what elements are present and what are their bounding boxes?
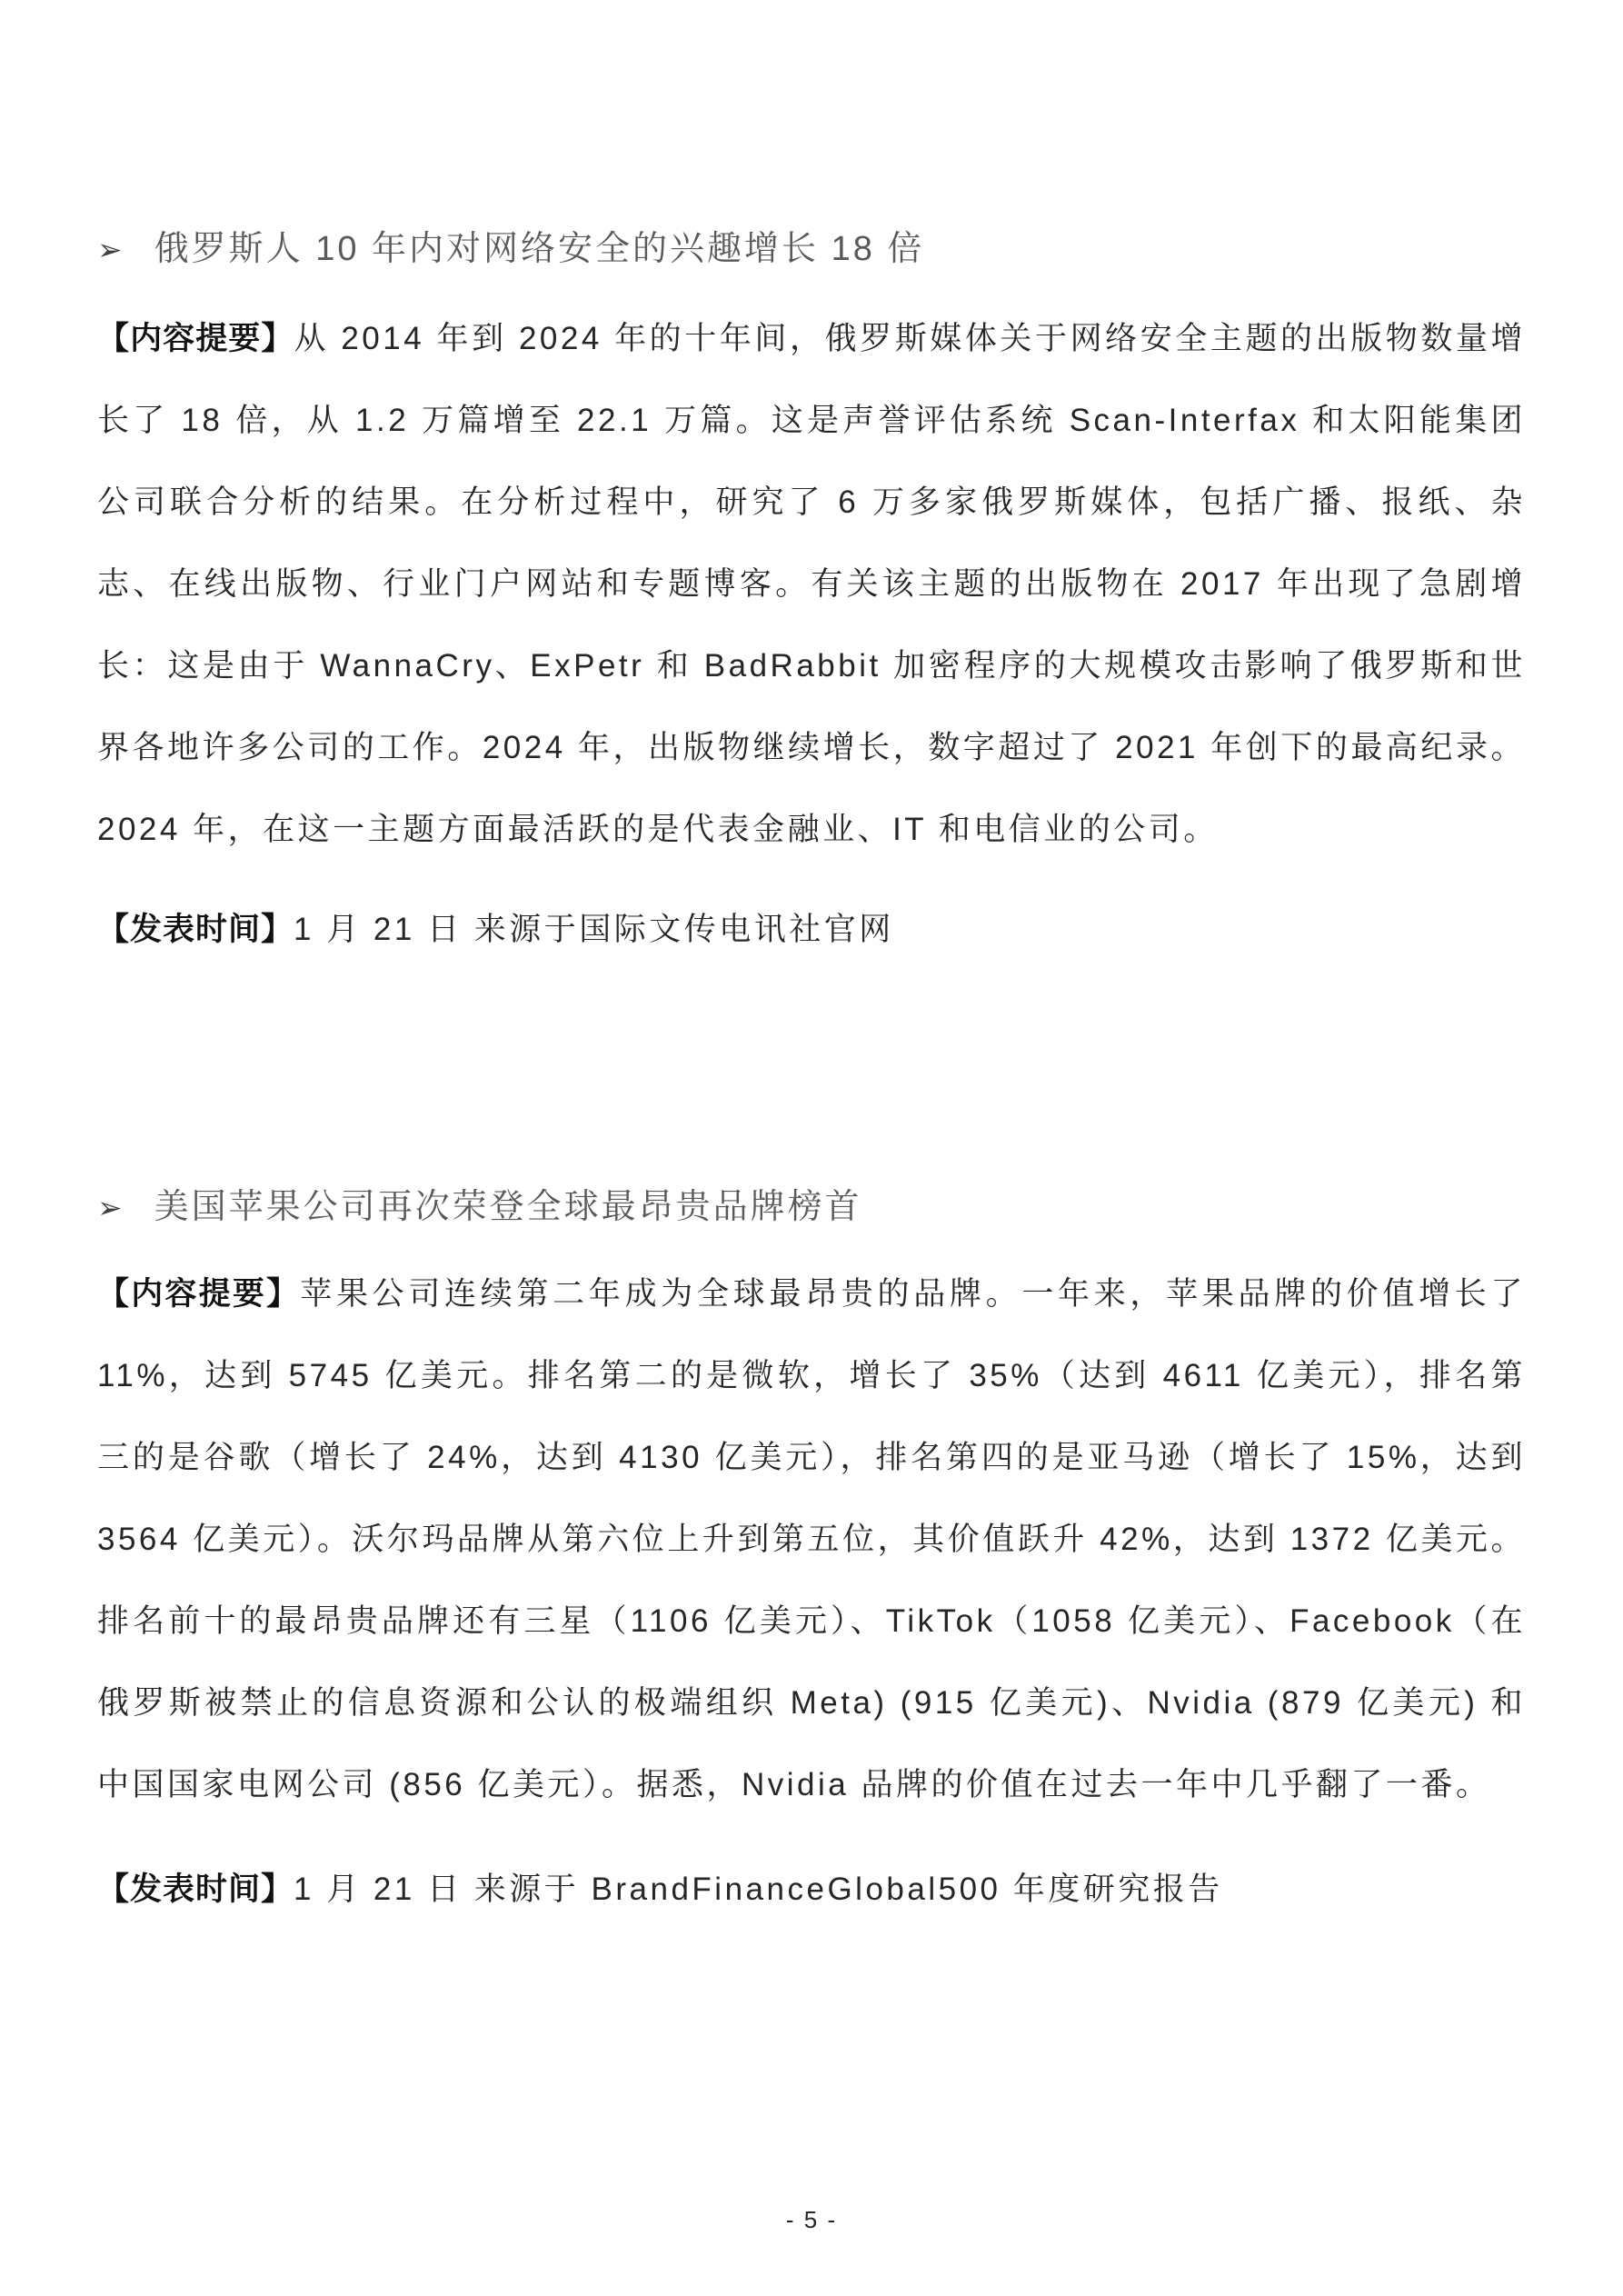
publish-date-line [97, 1849, 1526, 1931]
summary-label: 【内容提要】 [97, 1276, 301, 1312]
page-number: - 5 - [785, 2206, 838, 2233]
arrow-bullet-icon: ➢ [97, 1191, 125, 1224]
date-text: 1 月 21 日 来源于国际文传电讯社官网 [294, 912, 894, 947]
date-label: 【发表时间】 [97, 912, 294, 947]
news-section-apple-brand [97, 1166, 1526, 1931]
summary-text: 苹果公司连续第二年成为全球最昂贵的品牌。一年来，苹果品牌的价值增长了 11%，达到 5745 亿美元。排名第二的是微软，增长了 35%（达到 4611 亿美元），排名第三的是谷歌（增长了 24%，达到 4130 亿美元），排名第四的是亚马逊（增长了 15%，达到 3564 亿美元）。沃尔玛品牌从第六位上升到第五位，其价值跃升 42%，达到 1372 亿美元。排名前十的最昂贵品牌还有三星（1106 亿美元）、TikTok（1058 亿美元）、Facebook（在俄罗斯被禁止的信息资源和公认的极端组织 Meta) (915 亿美元)、Nvidia (879 亿美元) 和中国国家电网公司 (856 亿美元）。据悉，Nvidia 品牌的价值在过去一年中几乎翻了一番。 [97, 1276, 1526, 1802]
summary-label: 【内容提要】 [97, 321, 294, 356]
publish-date-line [97, 889, 1526, 971]
summary-paragraph [97, 298, 1526, 871]
section-heading [97, 1166, 1526, 1249]
summary-paragraph [97, 1253, 1526, 1826]
date-label: 【发表时间】 [97, 1872, 294, 1907]
arrow-bullet-icon: ➢ [97, 233, 125, 266]
section-title: 美国苹果公司再次荣登全球最昂贵品牌榜首 [154, 1188, 862, 1226]
news-section-cybersecurity [97, 208, 1526, 971]
summary-text: 从 2014 年到 2024 年的十年间，俄罗斯媒体关于网络安全主题的出版物数量增长了 18 倍，从 1.2 万篇增至 22.1 万篇。这是声誉评估系统 Scan-Interfax 和太阳能集团公司联合分析的结果。在分析过程中，研究了 6 万多家俄罗斯媒体，包括广播、报纸、杂志、在线出版物、行业门户网站和专题博客。有关该主题的出版物在 2017 年出现了急剧增长：这是由于 WannaCry、ExPetr 和 BadRabbit 加密程序的大规模攻击影响了俄罗斯和世界各地许多公司的工作。2024 年，出版物继续增长，数字超过了 2021 年创下的最高纪录。2024 年，在这一主题方面最活跃的是代表金融业、IT 和电信业的公司。 [97, 321, 1526, 847]
section-heading [97, 208, 1526, 291]
section-title: 俄罗斯人 10 年内对网络安全的兴趣增长 18 倍 [154, 230, 925, 268]
date-text: 1 月 21 日 来源于 BrandFinanceGlobal500 年度研究报告 [294, 1872, 1223, 1907]
